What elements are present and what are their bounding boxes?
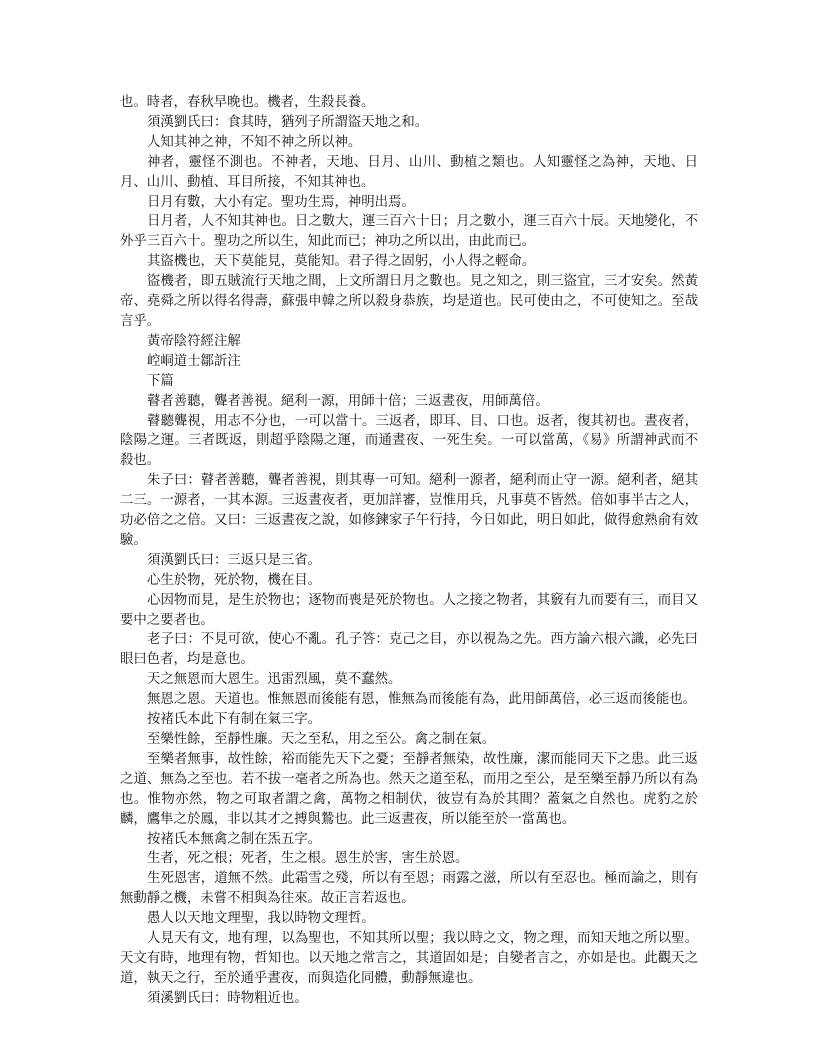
paragraph: 天之無恩而大恩生。迅雷烈風，莫不蠢然。 [147, 672, 402, 688]
paragraph: 愚人以天地文理聖，我以時物文理哲。 [147, 911, 375, 927]
paragraph: 也。時者，春秋早晚也。機者，生殺長養。 [120, 95, 375, 110]
paragraph: 日月有數，大小有定。聖功生焉，神明出焉。 [147, 194, 415, 210]
paragraph: 心因物而見，是生於物也；逐物而喪是死於物也。人之接之物者，其竅有九而要有三，而目又要中之要者也。 [120, 592, 698, 628]
paragraph: 盜機者，即五賊流行天地之間，上文所謂日月之數也。見之知之，則三盜宜，三才安矣。然黃帝、堯舜之所以得名得壽，蘇張申韓之所以殺身恭族，均是道也。民可使由之，不可使知之。至哉言乎。 [120, 274, 698, 329]
paragraph: 生者，死之根；死者，生之根。恩生於害，害生於恩。 [147, 851, 469, 867]
paragraph: 無恩之恩。天道也。惟無恩而後能有恩，惟無為而後能有為，此用師萬倍，必三返而後能也。 [147, 692, 697, 708]
paragraph: 須漢劉氏曰：食其時，猶列子所謂盜天地之和。 [147, 114, 429, 130]
paragraph: 神者，靈怪不測也。不神者，天地、日月、山川、動植之類也。人知靈怪之為神，天地、日月、山川、動植、耳目所接，不知其神也。 [120, 154, 698, 190]
paragraph: 須溪劉氏曰：時物粗近也。 [147, 990, 308, 1006]
section-heading: 下篇 [147, 373, 174, 389]
paragraph: 老子曰：不見可欲，使心不亂。孔子答：克己之目，亦以視為之先。西方論六根六識，必先曰眼曰色者，均是意也。 [120, 632, 698, 668]
paragraph: 其盜機也，天下莫能見，莫能知。君子得之固躬，小人得之輕命。 [147, 254, 536, 270]
paragraph: 日月者，人不知其神也。日之數大，運三百六十日；月之數小，運三百六十辰。天地變化，不外乎三百六十。聖功之所以生，知此而已；神功之所以出，由此而已。 [120, 214, 698, 250]
paragraph: 人見天有文，地有理，以為聖也，不知其所以聖；我以時之文，物之理，而知天地之所以聖。天文有時，地理有物，哲知也。以天地之常言之，其道固如是；自變者言之，亦如是也。此觀天之道，執天之行，至於通乎晝夜，而與造化同體，動靜無違也。 [120, 931, 698, 986]
paragraph: 至樂性餘，至靜性廉。天之至私，用之至公。禽之制在氣。 [147, 732, 496, 747]
document-page [120, 93, 698, 1009]
book-title: 黃帝陰符經注解 [147, 333, 241, 349]
paragraph: 至樂者無事，故性餘，裕而能先天下之憂；至靜者無染，故性廉，潔而能同天下之患。此三返之道、無為之至也。若不拔一毫者之所為也。然天之道至私，而用之至公，是至樂至靜乃所以有為也。惟物亦然，物之可取者謂之禽，萬物之相制伏，彼豈有為於其間？蓋氣之自然也。虎豹之於麟，鷹隼之於鳳，非以其才之搏與鷙也。此三返晝夜，所以能至於一當萬也。 [120, 751, 698, 827]
paragraph: 朱子曰：瞽者善聽，聾者善視，則其專一可知。絕利一源者，絕利而止守一源。絕利者，絕其二三。一源者，一其本源。三返晝夜者，更加詳審，豈惟用兵，凡事莫不皆然。倍如事半古之人，功必倍之之倍。又曰：三返晝夜之說，如修鍊家子午行持，今日如此，明日如此，做得愈熟俞有效驗。 [120, 473, 698, 548]
paragraph: 人知其神之神，不知不神之所以神。 [147, 134, 362, 150]
paragraph: 按褚氏本無禽之制在炁五字。 [147, 831, 322, 847]
paragraph: 須漢劉氏曰：三返只是三省。 [147, 552, 322, 568]
paragraph: 生死恩害，道無不然。此霜雪之殘，所以有至恩；雨露之滋，所以有至忍也。極而論之，則有無動靜之機，未嘗不相與為往來。故正言若返也。 [120, 871, 698, 907]
author-line: 崆峒道士鄒訢注 [147, 353, 241, 369]
paragraph: 瞽者善聽，聾者善視。絕利一源，用師十倍；三返晝夜，用師萬倍。 [147, 393, 549, 409]
paragraph: 瞽聽聾視，用志不分也，一可以當十。三返者，即耳、目、口也。返者，復其初也。晝夜者，陰陽之運。三者既返，則超乎陰陽之運，而通晝夜、一死生矣。一可以當萬，《易》所謂神武而不殺也。 [120, 413, 698, 469]
paragraph: 心生於物，死於物，機在目。 [147, 572, 322, 588]
paragraph: 按褚氏本此下有制在氣三字。 [147, 712, 322, 728]
